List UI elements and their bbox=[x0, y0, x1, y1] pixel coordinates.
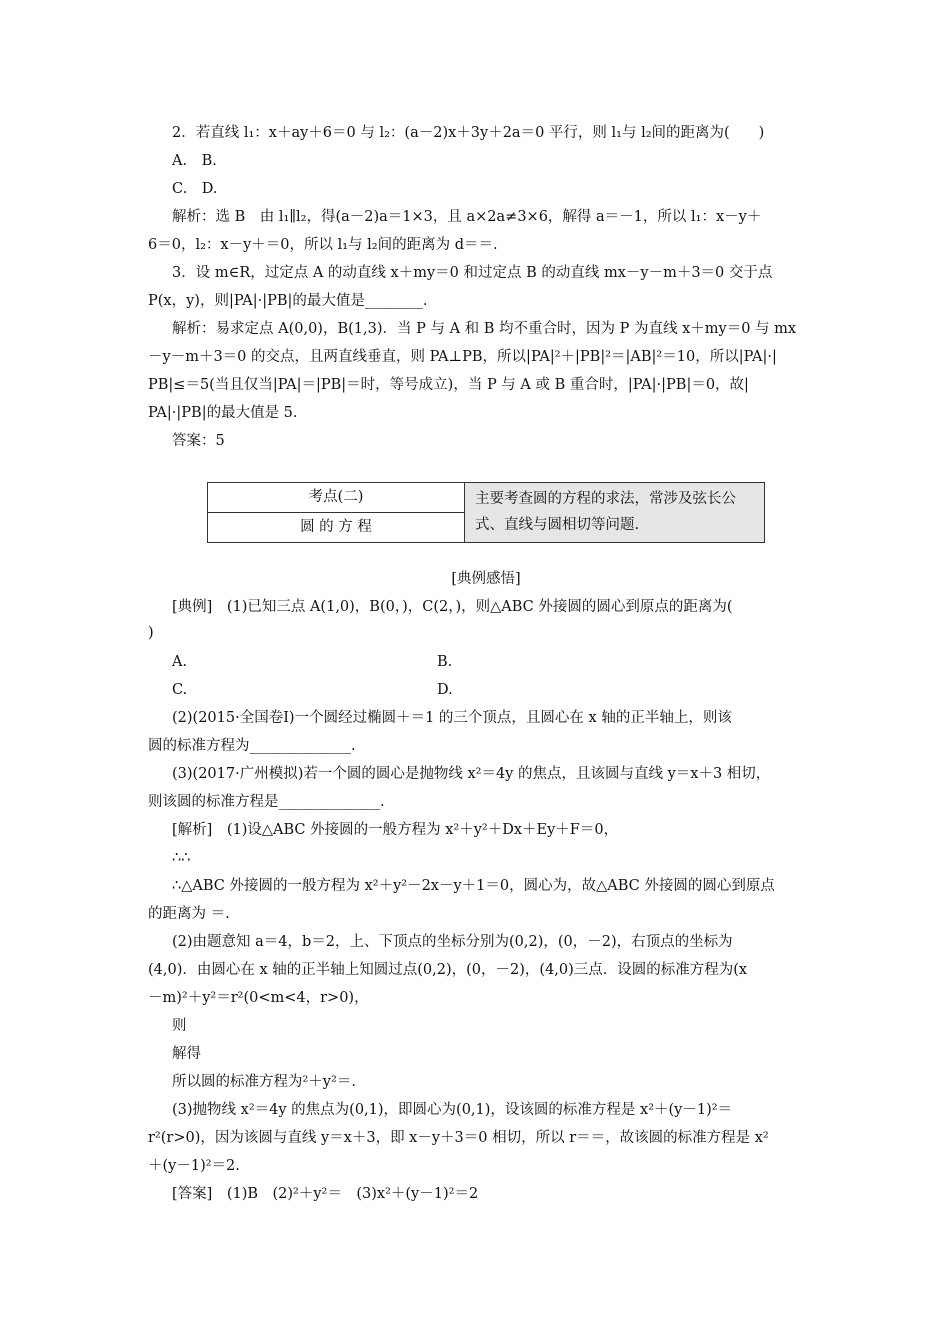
q3-stem-line: 3．设 m∈R，过定点 A 的动直线 x＋my＝0 和过定点 B 的动直线 mx－y－m＋3＝0 交于点 bbox=[172, 265, 773, 281]
q2-option-c-d bbox=[172, 179, 217, 199]
q3-solution-line: －y－m＋3＝0 的交点，且两直线垂直，则 PA⊥PB，所以|PA|²＋|PB|²＝|AB|²＝10，所以|PA|·| bbox=[148, 349, 777, 365]
q2-option-d: D. bbox=[201, 181, 218, 197]
analysis-part2-line: －m)²＋y²＝r²(0<m<4，r>0)， bbox=[148, 990, 369, 1006]
q3-stem-line: P(x，y)，则|PA|·|PB|的最大值是________. bbox=[148, 293, 428, 309]
analysis-part2-line: 解得 bbox=[172, 1046, 201, 1062]
example-part3-line: (3)(2017·广州模拟)若一个圆的圆心是抛物线 x²＝4y 的焦点，且该圆与直线 y＝x＋3 相切， bbox=[172, 766, 771, 782]
example-part2-line: 圆的标准方程为______________. bbox=[148, 738, 356, 754]
analysis-part2-line: (2)由题意知 a＝4，b＝2，上、下顶点的坐标分别为(0,2)，(0，－2)，右顶点的坐标为 bbox=[172, 934, 733, 950]
q2-option-c: C. bbox=[172, 181, 188, 197]
example-line: [典例] (1)已知三点 A(1,0)，B(0，)，C(2，)，则△ABC 外接圆的圆心到原点的距离为( bbox=[172, 599, 733, 615]
topic-description: 主要考查圆的方程的求法，常涉及弦长公式、直线与圆相切等问题. bbox=[465, 483, 764, 542]
example-option-b: B. bbox=[437, 654, 453, 670]
q3-solution-line: PA|·|PB|的最大值是 5. bbox=[148, 405, 298, 421]
example-option-d: D. bbox=[437, 682, 453, 698]
section-title: [典例感悟] bbox=[451, 571, 521, 587]
analysis-part2-line: 所以圆的标准方程为²＋y²＝. bbox=[172, 1074, 356, 1090]
analysis-answer: [答案] (1)B (2)²＋y²＝ (3)x²＋(y－1)²＝2 bbox=[172, 1186, 479, 1202]
q3-solution-line: 解析：易求定点 A(0,0)，B(1,3)．当 P 与 A 和 B 均不重合时，因为 P 为直线 x＋my＝0 与 mx bbox=[172, 321, 797, 337]
analysis-line: ∴△ABC 外接圆的一般方程为 x²＋y²－2x－y＋1＝0，圆心为，故△ABC 外接圆的圆心到原点 bbox=[172, 878, 775, 894]
analysis-part3-line: (3)抛物线 x²＝4y 的焦点为(0,1)，即圆心为(0,1)，设该圆的标准方程是 x²＋(y－1)²＝ bbox=[172, 1102, 733, 1118]
example-line: ) bbox=[148, 625, 154, 641]
analysis-part3-line: r²(r>0)，因为该圆与直线 y＝x＋3，即 x－y＋3＝0 相切，所以 r＝＝，故该圆的标准方程是 x² bbox=[148, 1130, 769, 1146]
q2-solution-line: 6＝0，l₂：x－y＋＝0，所以 l₁与 l₂间的距离为 d＝＝. bbox=[148, 237, 498, 253]
topic-box bbox=[207, 482, 765, 543]
q3-answer: 答案：5 bbox=[172, 433, 225, 449]
q2-stem: 2．若直线 l₁：x＋ay＋6＝0 与 l₂：(a－2)x＋3y＋2a＝0 平行，则 l₁与 l₂间的距离为( ) bbox=[172, 125, 765, 141]
analysis-line: [解析] (1)设△ABC 外接圆的一般方程为 x²＋y²＋Dx＋Ey＋F＝0， bbox=[172, 822, 619, 838]
q2-option-a: A. bbox=[172, 153, 188, 169]
analysis-part2-line: (4,0)．由圆心在 x 轴的正半轴上知圆过点(0,2)，(0，－2)，(4,0)三点．设圆的标准方程为(x bbox=[148, 962, 748, 978]
example-option-c: C. bbox=[172, 682, 188, 698]
analysis-line: 的距离为 ＝. bbox=[148, 906, 230, 922]
q2-solution-line: 解析：选 B 由 l₁∥l₂，得(a－2)a＝1×3，且 a×2a≠3×6，解得 a＝－1，所以 l₁：x－y＋ bbox=[172, 209, 762, 225]
q3-solution-line: PB|≤＝5(当且仅当|PA|＝|PB|＝时，等号成立)，当 P 与 A 或 B 重合时，|PA|·|PB|＝0，故| bbox=[148, 377, 749, 393]
topic-name: 圆 的 方 程 bbox=[300, 519, 372, 535]
topic-box-left bbox=[208, 483, 465, 542]
topic-title: 考点(二) bbox=[208, 483, 464, 513]
q2-option-b: B. bbox=[201, 153, 217, 169]
example-part2-line: (2)(2015·全国卷Ⅰ)一个圆经过椭圆＋＝1 的三个顶点，且圆心在 x 轴的正半轴上，则该 bbox=[172, 710, 732, 726]
q2-option-a-b bbox=[172, 151, 217, 171]
analysis-part2-line: 则 bbox=[172, 1018, 187, 1034]
example-part3-line: 则该圆的标准方程是______________. bbox=[148, 794, 385, 810]
example-option-a: A. bbox=[172, 654, 188, 670]
analysis-line: ∴∴ bbox=[172, 850, 191, 866]
analysis-part3-line: ＋(y－1)²＝2. bbox=[148, 1158, 240, 1174]
